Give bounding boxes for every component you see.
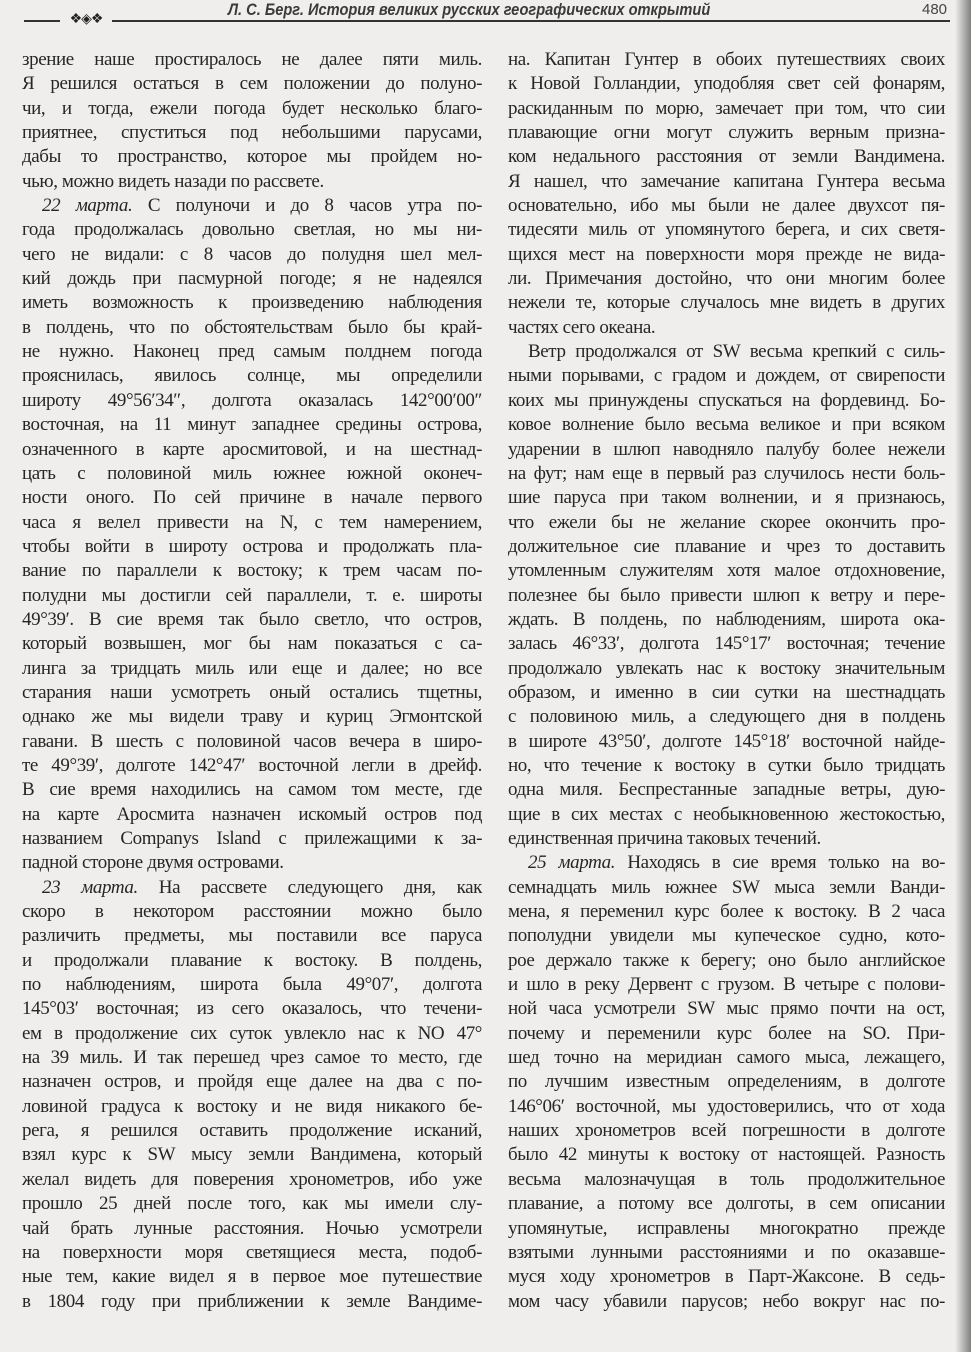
text-line — [508, 900, 945, 924]
line-text: мена, я переменил курс более к востоку. В 2 часа — [508, 901, 945, 923]
line-text: полудни мы достигли сей параллели, т. е. широты — [22, 584, 482, 606]
line-text: года продолжалась довольно светлая, но мы ни- — [22, 219, 482, 241]
text-line — [508, 1217, 945, 1241]
text-line — [508, 778, 945, 802]
line-text: чай брать лунные расстояния. Ночью усмотрели — [22, 1217, 482, 1239]
text-line — [22, 218, 482, 242]
text-line — [22, 876, 482, 900]
text-line — [22, 584, 482, 608]
line-text: одна миля. Беспрестанные западные ветры, дую- — [508, 779, 945, 801]
text-line — [508, 48, 945, 72]
line-text: Ветр продолжался от SW весьма крепкий с силь- — [528, 341, 945, 363]
line-text: линга за тридцать миль или еще и далее; но все — [22, 657, 482, 679]
line-text: чи, и тогда, ежели погода будет несколько благо- — [22, 97, 482, 119]
text-line — [22, 511, 482, 535]
text-line — [508, 486, 945, 510]
line-text: ной часа усмотрели SW мыс прямо почти на ост, — [508, 998, 945, 1020]
text-line — [508, 145, 945, 169]
text-line — [508, 340, 945, 364]
text-line — [22, 1265, 482, 1289]
text-line — [22, 535, 482, 559]
text-line — [22, 462, 482, 486]
line-text: почему и переменили курс более на SO. При- — [508, 1022, 945, 1044]
text-line — [22, 632, 482, 656]
text-line — [508, 218, 945, 242]
text-line — [508, 243, 945, 267]
text-line — [22, 827, 482, 851]
text-line — [508, 121, 945, 145]
text-line — [508, 291, 945, 315]
right-column — [508, 48, 945, 1314]
line-text: 146°06′ восточной, мы удостоверились, что от хода — [508, 1095, 945, 1117]
line-text: по лучшим известным определениям, в долготе — [508, 1071, 945, 1093]
line-text: кий дождь при пасмурной погоде; я не надеялся — [22, 268, 482, 290]
text-line — [22, 803, 482, 827]
line-text: однако же мы видели траву и куриц Эгмонтской — [22, 706, 482, 728]
line-text: по наблюдениям, широта была 49°07′, долгота — [22, 974, 482, 996]
line-text: наших хронометров всей погрешности в долготе — [508, 1120, 945, 1142]
line-text: щихся мест на поверхности моря прежде не вида- — [508, 243, 945, 265]
line-text: старания наши усмотреть оный остались тщетны, — [22, 681, 482, 703]
line-text: и шло в реку Дервент с грузом. В четыре с полови- — [508, 974, 945, 996]
line-text: частях сего океана. — [508, 316, 656, 338]
text-line — [22, 1192, 482, 1216]
line-text: вание по параллели к востоку; к трем часам по- — [22, 560, 482, 582]
date-label: 25 марта. — [528, 852, 616, 874]
text-line — [508, 559, 945, 583]
line-text: взятыми лунными расстояниями и по оказавше- — [508, 1241, 945, 1263]
text-line — [22, 1070, 482, 1094]
line-text: залась 46°33′, долгота 145°17′ восточная; течение — [508, 633, 945, 655]
text-line — [22, 1095, 482, 1119]
line-text: с половиною миль, а следующего дня в полдень — [508, 706, 945, 728]
line-text: в 1804 году при приближении к земле Вандиме- — [22, 1290, 482, 1312]
line-text: чего не видали: с 8 часов до полудня шел мел- — [22, 243, 482, 265]
line-text: ждать. В полдень, по наблюдениям, широта ока- — [508, 608, 945, 630]
text-line — [508, 632, 945, 656]
line-text: ем в продолжение сих суток увлекло нас к NO 47° — [22, 1022, 482, 1044]
text-line — [22, 608, 482, 632]
text-line — [22, 97, 482, 121]
line-text: который возвышен, мог бы нам показаться с са- — [22, 633, 482, 655]
text-line — [508, 1143, 945, 1167]
text-line — [22, 413, 482, 437]
line-text: полезнее бы было привести шлюп к ветру и пере- — [508, 584, 945, 606]
line-text: пополудни увидели мы купеческое судно, кото- — [508, 925, 945, 947]
text-line — [508, 438, 945, 462]
text-line — [22, 486, 482, 510]
line-text: названием Companys Island с прилежащими к за- — [22, 828, 482, 849]
line-text: коих мы принуждены спускаться на фордевинд. Бо- — [508, 389, 945, 411]
line-text: прошло 25 дней после того, как мы имели слу- — [22, 1193, 482, 1215]
text-line — [508, 949, 945, 973]
text-line — [508, 97, 945, 121]
text-line — [22, 681, 482, 705]
text-line — [508, 1046, 945, 1070]
text-line — [508, 267, 945, 291]
text-line — [508, 1192, 945, 1216]
text-line — [508, 194, 945, 218]
line-text: приятнее, спуститься под небольшими парусами, — [22, 122, 482, 144]
text-line — [22, 72, 482, 96]
line-text: взял курс к SW мысу земли Вандимена, который — [22, 1144, 482, 1166]
line-text: продолжало увлекать нас к востоку значительным — [508, 657, 945, 679]
line-text: образом, и именно в сии сутки на шестнадцать — [508, 681, 945, 703]
line-text: шие паруса при таком волнении, и я признаюсь, — [508, 487, 945, 509]
text-line — [22, 900, 482, 924]
line-text: весьма малозначущая в толь продолжительное — [508, 1168, 945, 1190]
line-text: На рассвете следующего дня, как — [137, 876, 482, 898]
line-text: единственная причина таковых течений. — [508, 828, 821, 849]
date-label: 22 марта. — [42, 195, 133, 217]
line-text: рое держало также к берегу; оно было английское — [508, 949, 945, 971]
line-text: 49°39′. В сие время так было светло, что остров, — [22, 608, 482, 630]
text-line — [22, 316, 482, 340]
line-text: раскиданным по морю, замечает при том, что сии — [508, 97, 945, 119]
text-line — [508, 1119, 945, 1143]
text-line — [508, 608, 945, 632]
line-text: в полдень, что по обстоятельствам было бы край- — [22, 316, 482, 338]
line-text: восточная, на 11 минут западнее средины острова, — [22, 414, 482, 436]
text-line — [22, 121, 482, 145]
line-text: щие в сих местах с необыкновенною жестокостью, — [508, 803, 945, 825]
line-text: в широте 43°50′, долготе 145°18′ восточной найде- — [508, 730, 945, 752]
text-line — [508, 876, 945, 900]
line-text: чтобы войти в широту острова и продолжать пла- — [22, 535, 482, 557]
text-line — [508, 657, 945, 681]
page-edge-shadow — [955, 0, 971, 1352]
text-line — [22, 924, 482, 948]
text-line — [22, 1119, 482, 1143]
text-line — [508, 462, 945, 486]
running-title: Л. С. Берг. История великих русских географических открытий — [228, 0, 711, 19]
text-line — [508, 681, 945, 705]
text-line — [22, 389, 482, 413]
line-text: мом часу убавили парусов; небо вокруг нас по- — [508, 1290, 945, 1312]
text-line — [508, 389, 945, 413]
text-line — [22, 657, 482, 681]
line-text: цать с половиной миль южнее южной оконеч- — [22, 462, 482, 484]
line-text: не нужно. Наконец пред самым полднем погода — [22, 341, 482, 363]
line-text: Я нашел, что замечание капитана Гунтера весьма — [508, 170, 945, 192]
text-line — [508, 754, 945, 778]
text-line — [508, 705, 945, 729]
text-line — [22, 267, 482, 291]
line-text: на поверхности моря светящиеся места, подоб- — [22, 1241, 482, 1263]
text-line — [22, 754, 482, 778]
text-line — [508, 72, 945, 96]
text-line — [508, 997, 945, 1021]
line-text: нежели те, которые случалось мне видеть в других — [508, 292, 945, 314]
text-line — [22, 1241, 482, 1265]
line-text: назначен остров, и пройдя еще далее на два с по- — [22, 1071, 482, 1093]
text-line — [508, 1070, 945, 1094]
text-line — [508, 973, 945, 997]
line-text: В сие время находились на самом том месте, где — [22, 779, 482, 801]
line-text: ные тем, какие видел я в первое мое путешествие — [22, 1266, 482, 1288]
line-text: означенного в карте аросмитовой, и на шестнад- — [22, 438, 482, 460]
text-line — [22, 48, 482, 72]
line-text: Находясь в сие время только на во- — [615, 852, 946, 874]
text-line — [22, 559, 482, 583]
line-text: и продолжали плавание к востоку. В полдень, — [22, 949, 482, 971]
text-line — [22, 997, 482, 1021]
line-text: желал видеть для поверения хронометров, ибо уже — [22, 1168, 482, 1190]
line-text: скоро в некотором расстоянии можно было — [22, 901, 482, 923]
text-line — [508, 803, 945, 827]
text-line — [508, 584, 945, 608]
line-text: те 49°39′, долготе 142°47′ восточной легли в дрейф. — [22, 754, 482, 776]
text-line — [508, 1168, 945, 1192]
text-line — [22, 1168, 482, 1192]
ornament-icon: ❖◈❖ — [60, 12, 112, 28]
line-text: муся ходу хронометров в Парт-Жаксоне. В седь- — [508, 1266, 945, 1288]
date-label: 23 марта. — [42, 876, 138, 898]
line-text: широту 49°56′34″, долгота оказалась 142°00′00″ — [22, 389, 482, 411]
line-text: что ежели бы не желание скорее окончить про- — [508, 511, 945, 533]
text-line — [508, 730, 945, 754]
line-text: ком недального расстояния от земли Вандимена. — [508, 146, 945, 168]
text-line — [22, 291, 482, 315]
text-line — [22, 1046, 482, 1070]
line-text: плавание, а потому все долготы, в сем описании — [508, 1193, 945, 1215]
line-text: основательно, ибо мы были не далее двухсот пя- — [508, 195, 945, 217]
text-line — [22, 194, 482, 218]
line-text: часа я велел привести на N, с тем намерением, — [22, 511, 482, 533]
line-text: различить предметы, мы поставили все паруса — [22, 925, 482, 947]
text-line — [22, 705, 482, 729]
text-line — [22, 1217, 482, 1241]
text-line — [508, 1290, 945, 1314]
line-text: С полуночи и до 8 часов утра по- — [132, 195, 482, 217]
text-line — [22, 364, 482, 388]
text-line — [22, 340, 482, 364]
line-text: рега, я решился оставить продолжение исканий, — [22, 1120, 482, 1142]
text-line — [22, 1290, 482, 1314]
text-line — [22, 145, 482, 169]
text-line — [22, 851, 482, 875]
text-line — [508, 316, 945, 340]
line-text: на. Капитан Гунтер в обоих путешествиях своих — [508, 49, 945, 70]
line-text: ударении в шлюп наводняло палубу более нежели — [508, 438, 945, 460]
text-line — [22, 949, 482, 973]
line-text: утомленным служителям хотя малое отдохновение, — [508, 560, 945, 582]
text-line — [508, 924, 945, 948]
line-text: было 42 минуты к востоку от настоящей. Разность — [508, 1144, 945, 1166]
line-text: тидесяти миль от упомянутого берега, и сих светя- — [508, 219, 945, 241]
line-text: плавающие огни могут служить верным призна- — [508, 122, 945, 144]
text-line — [22, 170, 482, 194]
text-line — [508, 1241, 945, 1265]
line-text: чью, можно видеть назади по рассвете. — [22, 170, 324, 192]
line-text: дабы то пространство, которое мы пройдем но- — [22, 146, 482, 168]
text-line — [508, 851, 945, 875]
page-number: 480 — [922, 1, 948, 18]
text-line — [508, 1095, 945, 1119]
line-text: на фут; нам еще в первый раз случилось нести боль- — [508, 462, 945, 484]
text-line — [508, 535, 945, 559]
text-line — [508, 413, 945, 437]
text-line — [22, 778, 482, 802]
text-line — [508, 364, 945, 388]
line-text: прояснилась, явилось солнце, мы определили — [22, 365, 482, 387]
line-text: шед точно на меридиан самого мыса, лежащего, — [508, 1047, 945, 1069]
line-text: ными порывами, с градом и дождем, от свирепости — [508, 365, 945, 387]
line-text: но, что течение к востоку в сутки было тридцать — [508, 754, 945, 776]
left-column — [22, 48, 482, 1314]
line-text: иметь возможность к произведению наблюдения — [22, 292, 482, 314]
text-line — [22, 1143, 482, 1167]
text-line — [22, 730, 482, 754]
text-line — [22, 973, 482, 997]
text-line — [508, 1022, 945, 1046]
text-line — [22, 243, 482, 267]
line-text: семнадцать миль южнее SW мыса земли Ванди- — [508, 876, 945, 898]
page-header — [0, 0, 971, 27]
text-line — [508, 511, 945, 535]
line-text: зрение наше простиралось не далее пяти миль. — [22, 49, 482, 70]
line-text: Я решился остаться в сем положении до полуно- — [22, 73, 482, 95]
text-line — [508, 170, 945, 194]
header-rule — [24, 20, 950, 22]
line-text: ковое волнение было весьма великое и при всяком — [508, 414, 945, 436]
line-text: на 39 миль. И так перешед чрез самое то место, где — [22, 1047, 482, 1069]
line-text: должительное сие плавание и чрез то доставить — [508, 535, 945, 557]
line-text: гавани. В шесть с половиной часов вечера в широ- — [22, 730, 482, 752]
line-text: ли. Примечания достойно, что они многим более — [508, 268, 945, 290]
text-line — [22, 1022, 482, 1046]
line-text: ности оного. По сей причине в начале первого — [22, 487, 482, 509]
text-line — [22, 438, 482, 462]
line-text: на карте Аросмита назначен искомый остров под — [22, 803, 482, 825]
line-text: падной стороне двумя островами. — [22, 852, 284, 874]
line-text: упомянутые, исправлены многократно прежде — [508, 1217, 945, 1239]
text-line — [508, 827, 945, 851]
line-text: к Новой Голландии, уподобляя свет сей фонарям, — [508, 73, 945, 95]
line-text: ловиной градуса к востоку и не видя никакого бе- — [22, 1095, 482, 1117]
text-line — [508, 1265, 945, 1289]
line-text: 145°03′ восточная; из сего оказалось, что течени- — [22, 998, 482, 1020]
